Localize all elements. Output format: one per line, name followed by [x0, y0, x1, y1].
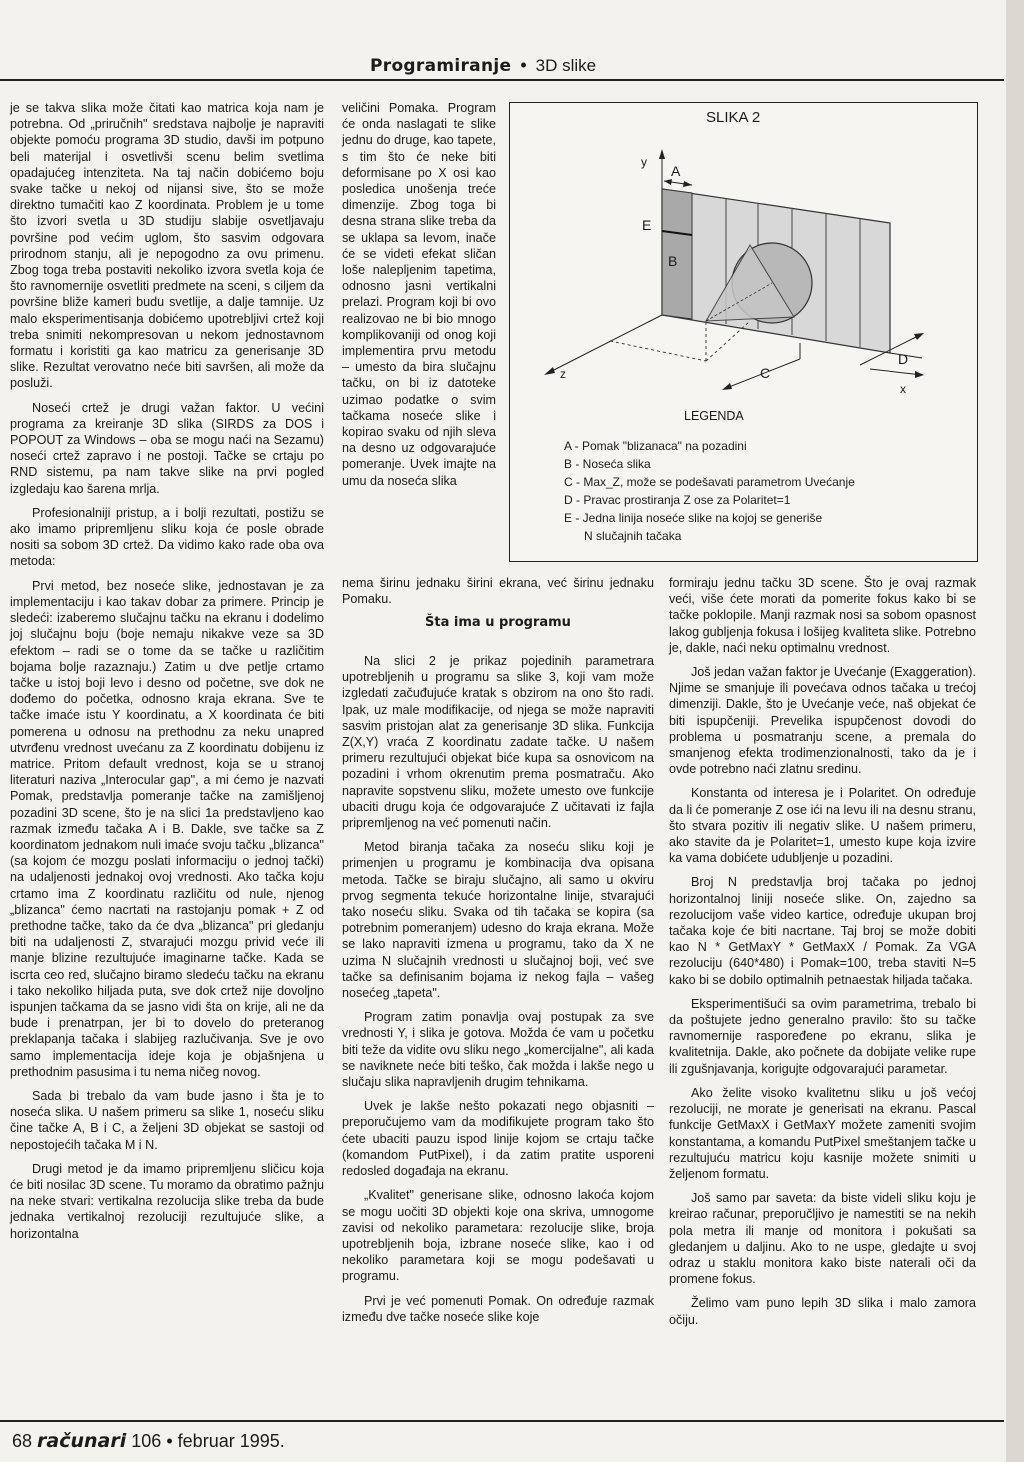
legend [564, 437, 855, 545]
paragraph: Prvi metod, bez noseće slike, jednostavan je za implementaciju i kao takav dobar za primere. Princip je sledeći: izaberemo slučajnu tačku na ekranu i dodelimo joj slučajnu boju (boje nemaju nikakve veze sa 3D efektom – radi se o tome da se tačke u različitim bojama bolje razaznaju.) Zatim u dve petlje crtamo tačke u istoj boji levo i desno od početne, sve dok ne dođemo do početka, odnosno kraja ekrana. Sve te tačke imaće istu Y koordinatu, a X koordinata će biti pomerena u odnosu na prethodnu za neku unapred utvrđenu vrednost uvećanu za Z koordinatu dobijenu iz matrice. Pritom default vrednost, koja se u stranoj literaturi naziva „Interocular gap", a mi ćemo je nazvati Pomak, predstavlja pomeranje tačke na zamišljenoj pozadini 3D scene, što je na slici 1a predstavljeno kao razmak između tačaka A i B. Dakle, sve tačke sa Z koordinatom jednakom nuli imaće svoju tačku „blizanca" (sa kojom će mozgu poslati informaciju o jednoj tački) na udaljenosti jednakoj ovoj vrednosti. Ako tačka koju crtamo ima Z koordinatu različitu od nule, njenog „blizanca" ćemo nacrtati na rastojanju pomak + Z od prethodne tačke, tako da će dva „blizanca" pri gledanju biti na udaljenosti Z, stvarajući mozgu privid veće ili manje blizine rezultujuće imaginarne tačke. Kada se iscrta ceo red, slučajno biramo sledeću tačku na ekranu i tako nekoliko hiljada puta, sve dok crtež nije dovoljno ispunjen tačkama da se jasno vidi šta on krije, ali ne da bude i prenatrpan, jer bi to dovelo do preteranog preklapanja tačaka i slabijeg razlučivanja. Sve je ovo samo implementacija ideje koja je objašnjena u prethodnim pasusima i tu nema ničeg novog. [10, 578, 324, 1079]
header-separator: • [520, 55, 527, 75]
column-2 [342, 653, 654, 1333]
figure-title: SLIKA 2 [706, 109, 761, 126]
section-title: Programiranje [370, 56, 512, 76]
legend-title: LEGENDA [684, 409, 744, 423]
legend-item: B - Noseća slika [564, 457, 651, 471]
label-d: D [898, 351, 909, 367]
legend-item: E - Jedna linija noseće slike na kojoj se generiše [564, 511, 823, 525]
header-rule [0, 79, 1004, 81]
projection-line [610, 341, 706, 361]
label-e: E [642, 217, 652, 233]
legend-item: N slučajnih tačaka [584, 529, 682, 543]
label-x: x [900, 382, 906, 396]
magazine-name: računari [37, 1430, 127, 1452]
paragraph: Metod biranja tačaka za noseću sliku koji je primenjen u programu je kombinacija dva opisana metoda. Tačke se biraju slučajno, ali samo u okviru prvog segmenta tekuće horizontalne linije, stvarajući tako noseću sliku. Svaka od tih tačaka se kopira (sa potrebnim pomeranjem) udesno do kraja ekrana. Može se lako napraviti izmena u programu, tako da X ne uzima N slučajnih vrednosti u slučajnoj boji, već sve tačke sa definisanim bojama iz nekog fajla – vašeg nosećeg „tapeta". [342, 840, 654, 1001]
paragraph: Drugi metod je da imamo pripremljenu sličicu koja će biti nosilac 3D scene. Tu moramo da obratimo pažnju na neke stvari: vertikalna rezolucija slike treba da bude jednaka vertikalnoj rezoluciji rezultujuće slike, a horizontalna [10, 1161, 324, 1241]
paragraph: „Kvalitet" generisane slike, odnosno lakoća kojom se mogu uočiti 3D objekti koje ona skriva, umnogome zavisi od nekoliko parametara: rezolucije slike, broja upotrebljenih boja, izbrane noseće slike, kao i od nekoliko parametara koji se mogu podešavati u programu. [342, 1188, 654, 1284]
page-footer [12, 1430, 285, 1452]
column-1 [10, 100, 324, 1250]
label-b: B [668, 253, 678, 269]
label-z: z [560, 367, 566, 381]
paragraph: Još samo par saveta: da biste videli sliku koju je kreirao računar, preporučljivo je namestiti se na nekih pola metra ili manje od monitora i pokušati sa gledanjem u daljinu. Ako to ne uspe, gledajte u svoj odraz u staklu monitora kako biste naterali oči da promene fokus. [669, 1191, 976, 1287]
paragraph: Noseći crtež je drugi važan faktor. U većini programa za kreiranje 3D slika (SIRDS za DOS i POPOUT za Windows – oba se mogu naći na Sezamu) noseći crtež zapravo i ne postoji. Tačke se crtaju po RND sistemu, pa nam takve slike na prvi pogled izgledaju kao šarena mrlja. [10, 400, 324, 496]
legend-item: C - Max_Z, može se podešavati parametrom Uvećanje [564, 475, 855, 489]
column-3 [669, 575, 976, 1336]
adjacent-page-edge [1006, 0, 1024, 1462]
issue-number: 106 [131, 1431, 162, 1451]
label-a: A [671, 163, 681, 179]
paragraph: Na slici 2 je prikaz pojedinih parametrara upotrebljenih u programu sa slike 3, koji vam može izgledati začuđujuće kratak s obzirom na ono što radi. Ipak, uz male modifikacije, od njega se može napraviti sasvim pristojan alat za generisanje 3D slika. Funkcija Z(X,Y) vraća Z koordinatu zadate tačke. U našem primeru rezultujući objekat biće kupa sa osnovicom na pozadini i vrhom okrenutim prema posmatraču. Ako napravite sopstvenu sliku, možete umesto ove funkcije ubaciti drugu koja će odgovarajuće Z učitavati iz fajla pripremljenog na već pomenuti način. [342, 654, 654, 831]
paragraph: Želimo vam puno lepih 3D slika i malo zamora očiju. [669, 1296, 976, 1327]
topic-title: 3D slike [535, 56, 597, 75]
paragraph: Program zatim ponavlja ovaj postupak za sve vrednosti Y, i slika je gotova. Možda će vam u početku biti teže da vidite ovu sliku nego „komercijalne", ali kada se naviknete neće biti teško, čak možda i lakše nego u slučaju slika napravljenih drugim tehnikama. [342, 1010, 654, 1090]
paragraph: Još jedan važan faktor je Uvećanje (Exaggeration). Njime se smanjuje ili povećava odnos tačaka u trećoj dimenziji. Dakle, što je Uvećanje veće, naš objekat će biti ispupčeniji. Prevelika ispupčenost dovodi do problema u posmatranju scene, a premala do smanjenog efekta trodimenzionalnosti, tako da je i ovde potrebno naći zlatnu sredinu. [669, 665, 976, 777]
column-2-narrow [342, 100, 496, 497]
paragraph: veličini Pomaka. Program će onda naslagati te slike jednu do druge, kao tapete, s tim što će neke biti deformisane po X osi kao posledica unošenja treće dimenzije. Zbog toga bi desna strana slike treba da se uklapa sa levom, inače će se videti efekat sličan loše nalepljenim tapetima, odnosno jasni vertikalni prelazi. Program koji bi ovo realizovao ne bi bio mnogo komplikovaniji od onog koji implementira prvu metodu – umesto da bira slučajnu tačku, on bi iz datoteke uzimao podatke o svim tačkama noseće slike i kopirao svaku od njih sleva na desno uz odgovarajuće pomeranje. Uvek imajte na umu da noseća slika [342, 101, 496, 488]
legend-item: A - Pomak "blizanaca" na pozadini [564, 439, 747, 453]
paragraph: Profesionalniji pristup, a i bolji rezultati, postižu se ako imamo pripremljenu sliku koja će posle obrade nositi sa sobom 3D crtež. Da vidimo kako rade oba ova metoda: [10, 505, 324, 569]
paragraph: formiraju jednu tačku 3D scene. Što je ovaj razmak veći, više ćete morati da pomerite fokus kako bi se tačke poklopile. Manji razmak nosi sa sobom opasnost lakog gubljenja fokusa i lošijeg kvaliteta slike. Potrebno je, dakle, naći neku optimalnu vrednost. [669, 576, 976, 655]
paragraph: Sada bi trebalo da vam bude jasno i šta je to noseća slika. U našem primeru sa slike 1, noseću sliku čine tačke A, B i C, a željeni 3D objekat se sastoji od nepostojećih tačaka M i N. [10, 1088, 324, 1152]
projection-line [706, 321, 750, 361]
paragraph: Konstanta od interesa je i Polaritet. On određuje da li će pomeranje Z ose ići na levu ili na desnu stranu, što stvara pozitiv ili negativ slike. U našem primeru, ako stavite da je Polaritet=1, umesto kupe koja izvire ka vama dobićete udubljenje u pozadini. [669, 786, 976, 866]
label-y: y [641, 155, 647, 169]
footer-rule [0, 1420, 1004, 1422]
column-2-continuation [342, 575, 654, 632]
paragraph: je se takva slika može čitati kao matrica koja nam je potrebna. Od „priručnih" sredstava najbolje je napraviti objekte pomoću programa 3D studio, davši im potpuno beli materijal i osvetlivši scenu belim svetlima opadajućeg intenziteta. Na taj način dobićemo boju svake tačke u nekoj od nijansi sive, što se može direktno tumačiti kao Z koordinata. Problem je u tome što izvori svetla u 3D studiju slabije osvetljavaju površine pod većim uglom, što sasvim odgovara prirodnom stanju, ali je nepogodno za ovu primenu. Zbog toga treba postaviti nekoliko izvora svetla koja će što ravnomernije osvetliti predmete na sceni, s ciljem da površine bliže kameri budu svetlije, a dalje tamnije. Uz malo eksperimentisanja dobićemo upotrebljivi crtež koji treba snimiti nekompresovan u nekom jednostavnom formatu i koristiti ga kao matricu za generisanje 3D slike. Rezultat verovatno neće biti savršen, ali može da posluži. [10, 101, 324, 391]
page-header [370, 55, 596, 76]
paragraph: Eksperimentišući sa ovim parametrima, trebalo bi da poštujete jedno generalno pravilo: što su tačke ravnomernije raspoređene po ekranu, slika je kvalitetnija. Dakle, ako počnete da dobijate velike rupe ili zgušnjavanja, korigujte odgovarajući parametar. [669, 996, 976, 1076]
paragraph: Uvek je lakše nešto pokazati nego objasniti – preporučujemo vam da modifikujete program tako što ćete ubaciti pauzu ispod linije kojom se crtaju tačke (komandom PutPixel), i da zatim pratite usporeni redosled događaja na ekranu. [342, 1099, 654, 1179]
paragraph: nema širinu jednaku širini ekrana, već širinu jednaku Pomaku. [342, 576, 654, 607]
footer-separator: • [166, 1431, 173, 1451]
paragraph: Ako želite visoko kvalitetnu sliku u još većoj rezoluciji, ne morate je generisati na ekranu. Pascal funkcije GetMaxX i GetMaxY možete zameniti svojim konstantama, a komandu PutPixel smeštanjem tačke u rezultujuću matricu koju kasnije možete snimiti u željenom formatu. [669, 1085, 976, 1181]
label-c: C [760, 365, 771, 381]
figure-slika-2 [509, 102, 978, 562]
z-axis [548, 315, 662, 373]
legend-item: D - Pravac prostiranja Z ose za Polaritet=1 [564, 493, 791, 507]
paragraph: Broj N predstavlja broj tačaka po jednoj horizontalnoj liniji noseće slike. On, zajedno sa rezolucijom vaše video kartice, određuje ukupan broj tačaka koje će biti nacrtane. Taj broj se može dobiti kao N * GetMaxY * GetMaxX / Pomak. Za VGA rezoluciju (640*480) i Pomak=100, treba staviti N=5 kako bi se dobilo optimalnih petnaestak hiljada tačaka. [669, 875, 976, 987]
issue-date: februar 1995. [177, 1431, 285, 1451]
subheading: Šta ima u programu [425, 615, 571, 631]
page-number: 68 [12, 1431, 33, 1451]
paragraph: Prvi je već pomenuti Pomak. On određuje razmak između dve tačke noseće slike koje [342, 1293, 654, 1324]
